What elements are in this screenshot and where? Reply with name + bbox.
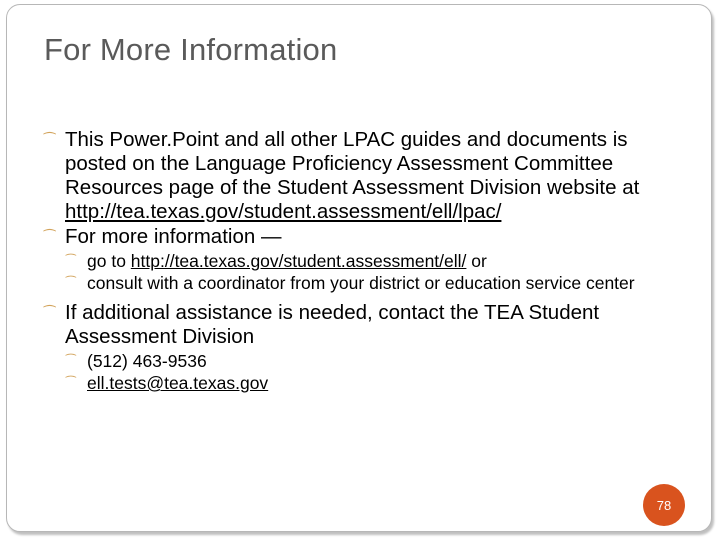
sub-bullet-prefix: go to bbox=[87, 251, 131, 271]
sub-bullet-suffix: or bbox=[466, 251, 487, 271]
phone-number: (512) 463-9536 bbox=[87, 351, 207, 371]
sub-bullet-go-to bbox=[44, 250, 644, 272]
bullet-more-information bbox=[44, 225, 644, 249]
bullet-text: This Power.Point and all other LPAC guides and documents is posted on the Language Proficiency Assessment Committee Resources page of the Student Assessment Division website at bbox=[65, 128, 640, 199]
sub-bullet-consult bbox=[44, 272, 644, 294]
slide-title: For More Information bbox=[44, 32, 338, 67]
swoosh-bullet-icon: ⁀ bbox=[66, 276, 76, 290]
bullet-text: For more information — bbox=[65, 225, 282, 248]
sub-bullet-email bbox=[44, 372, 644, 394]
sub-bullet-text: consult with a coordinator from your district or education service center bbox=[87, 273, 635, 293]
swoosh-bullet-icon: ⁀ bbox=[44, 132, 56, 148]
page-number-badge: 78 bbox=[643, 484, 685, 526]
slide-body bbox=[44, 128, 644, 394]
email-link[interactable]: ell.tests@tea.texas.gov bbox=[87, 373, 269, 393]
swoosh-bullet-icon: ⁀ bbox=[66, 376, 76, 390]
bullet-text: If additional assistance is needed, contact the TEA Student Assessment Division bbox=[65, 301, 600, 348]
lpac-resources-link[interactable]: http://tea.texas.gov/student.assessment/ell/lpac/ bbox=[65, 200, 502, 223]
swoosh-bullet-icon: ⁀ bbox=[66, 254, 76, 268]
bullet-additional-assistance bbox=[44, 301, 644, 349]
ell-website-link[interactable]: http://tea.texas.gov/student.assessment/ell/ bbox=[130, 251, 467, 271]
swoosh-bullet-icon: ⁀ bbox=[66, 354, 76, 368]
bullet-powerpoint-posted bbox=[44, 128, 644, 224]
sub-bullet-phone bbox=[44, 350, 644, 372]
swoosh-bullet-icon: ⁀ bbox=[44, 229, 56, 245]
swoosh-bullet-icon: ⁀ bbox=[44, 305, 56, 321]
